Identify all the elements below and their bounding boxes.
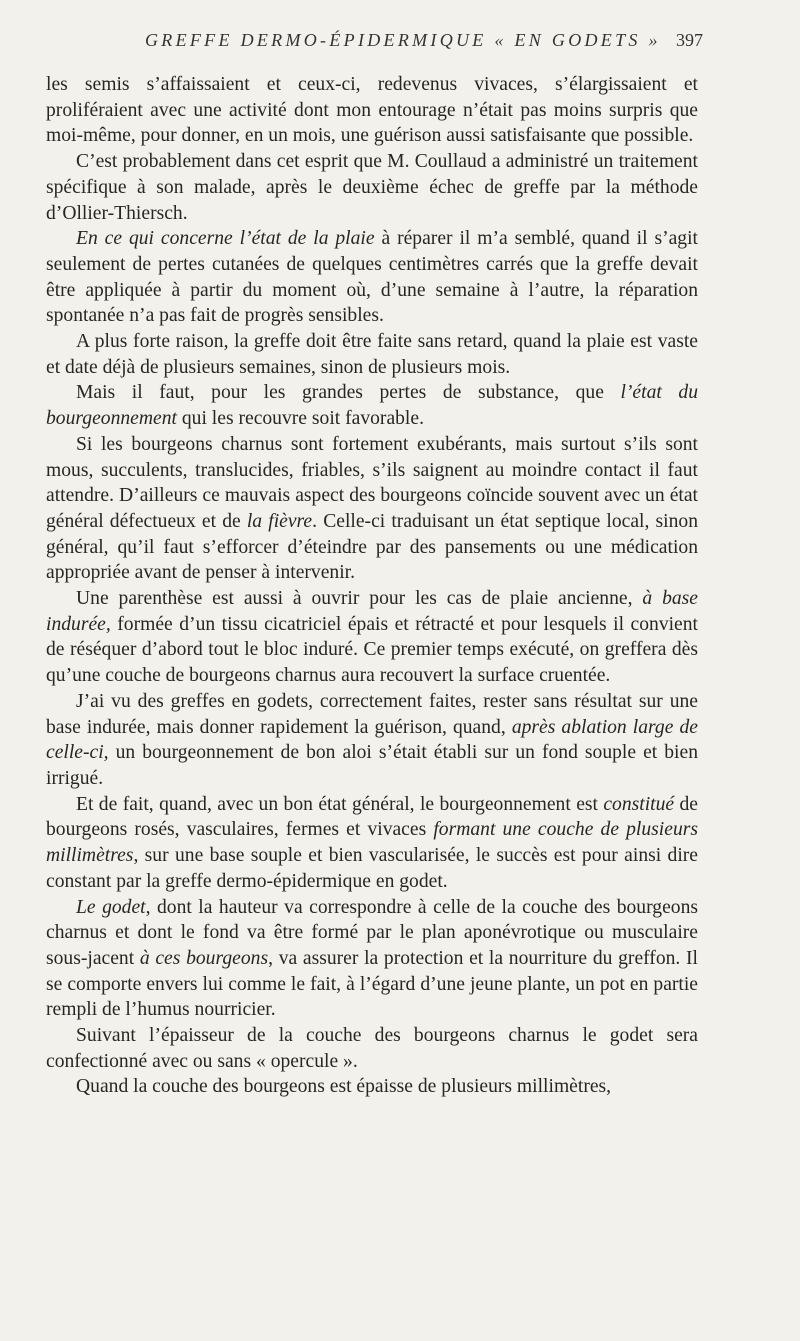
paragraph — [46, 1023, 698, 1074]
paragraph — [46, 689, 698, 792]
text-run: Quand la couche des bourgeons est épaisse de plusieurs millimètres, — [76, 1076, 612, 1098]
paragraph — [46, 329, 698, 380]
text-run: les semis s’affaissaient et ceux-ci, redevenus vivaces, s’élargissaient et proliféraient avec une activité dont mon entourage n’était pas moins surpris que moi-même, pour donner, en un mois, une guérison aussi satisfaisante que possible. — [46, 74, 698, 147]
text-run: Mais il faut, pour les grandes pertes de substance, que — [76, 382, 621, 404]
text-run: , dont la hauteur va correspondre à celle de la couche des bourgeons charnus et dont le fond va être formé par le plan aponévrotique ou musculaire sous-jacent — [46, 896, 698, 969]
text-run: Et de fait, quand, avec un bon état général, le bourgeonnement est — [76, 793, 604, 815]
italic-phrase: l’état du bourgeonnement — [46, 382, 698, 430]
text-run: un bourgeonnement de bon aloi s’était établi sur un fond souple et bien irrigué. — [46, 742, 698, 789]
body-text — [46, 72, 698, 1100]
paragraph — [46, 432, 698, 586]
text-run: , sur une base souple et bien vascularisée, le succès est pour ainsi dire constant par la greffe dermo-épidermique en godet. — [46, 845, 698, 892]
italic-phrase: la fièvre — [246, 510, 313, 532]
text-run: formée d’un tissu cicatriciel épais et rétracté et pour lesquels il convient de réséquer d’abord tout le bloc induré. Ce premier temps exécuté, on greffera dès qu’une couche de bourgeons charnus aura recouvert la surface cruentée. — [46, 613, 698, 687]
page-header — [0, 30, 800, 56]
italic-phrase: En ce qui concerne l’état de la plaie — [76, 228, 375, 250]
italic-phrase: à ces bourgeons — [139, 947, 269, 969]
text-run: Suivant l’épaisseur de la couche des bourgeons charnus le godet sera confectionné avec ou sans « opercule ». — [46, 1025, 698, 1072]
text-run: C’est probablement dans cet esprit que M. Coullaud a administré un traitement spécifique à son malade, après le deuxième échec de greffe par la méthode d’Ollier-Thiersch. — [46, 151, 698, 224]
italic-phrase: Le godet — [76, 896, 146, 918]
paragraph — [46, 792, 698, 895]
text-run: , va assurer la protection et la nourriture du greffon. Il se comporte envers lui comme le fait, à l’égard d’une jeune plante, un pot en partie rempli de l’humus nourricier. — [46, 947, 698, 1021]
paragraph — [46, 226, 698, 329]
italic-phrase: après ablation large de celle-ci, — [46, 716, 698, 764]
paragraph — [46, 586, 698, 689]
italic-phrase: formant une couche de plusieurs millimètres — [46, 819, 698, 867]
text-run: Une parenthèse est aussi à ouvrir pour les cas de plaie ancienne, — [76, 588, 643, 610]
text-run: Si les bourgeons charnus sont fortement exubérants, mais surtout s’ils sont mous, succulents, translucides, friables, s’ils saignent au moindre contact il faut attendre. D’ailleurs ce mauvais aspect des bourgeons coïncide souvent avec un état général défectueux et de — [46, 433, 698, 532]
text-run: de bourgeons rosés, vasculaires, fermes et vivaces — [46, 793, 698, 841]
text-run: J’ai vu des greffes en godets, correctement faites, rester sans résultat sur une base indurée, mais donner rapidement la guérison, quand, — [46, 690, 698, 738]
paragraph — [46, 895, 698, 1024]
text-run: à réparer il m’a semblé, quand il s’agit seulement de pertes cutanées de quelques centimètres carrés que la greffe devait être appliquée à partir du moment où, d’une semaine à l’autre, la réparation spontanée n’a pas fait de progrès sensibles. — [46, 228, 698, 327]
running-title: GREFFE DERMO-ÉPIDERMIQUE « EN GODETS » — [145, 30, 661, 50]
page-number: 397 — [676, 30, 703, 50]
text-run: qui les recouvre soit favorable. — [176, 408, 424, 430]
paragraph — [46, 149, 698, 226]
text-run: A plus forte raison, la greffe doit être faite sans retard, quand la plaie est vaste et date déjà de plusieurs semaines, sinon de plusieurs mois. — [46, 331, 698, 378]
italic-phrase: à base indurée, — [46, 588, 698, 635]
paragraph — [46, 380, 698, 431]
italic-phrase: constitué — [603, 793, 675, 815]
paragraph — [46, 72, 698, 149]
text-run: . Celle-ci traduisant un état septique local, sinon général, qu’il faut s’efforcer d’éteindre par des pansements ou une médication appropriée avant de penser à intervenir. — [46, 510, 699, 584]
paragraph — [46, 1074, 698, 1100]
